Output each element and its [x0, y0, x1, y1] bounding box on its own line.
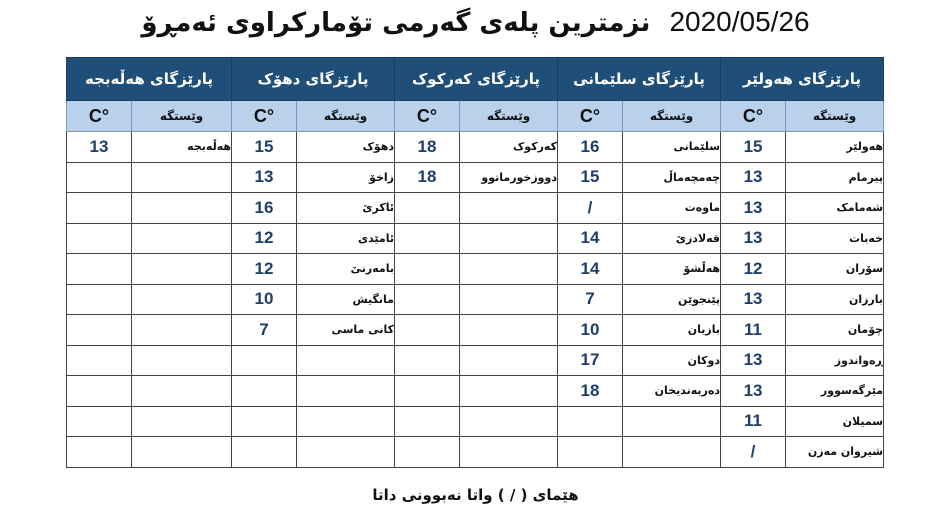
- station-cell: [460, 315, 558, 346]
- temperature-cell: 13: [721, 193, 786, 224]
- temperature-cell: [67, 315, 132, 346]
- column-header-row: [67, 101, 884, 132]
- station-cell: ئامێدی: [297, 223, 395, 254]
- temperature-cell: [395, 223, 460, 254]
- table-row: [67, 315, 884, 346]
- footer-note: هێمای ( / ) واتا نەبوونی داتا: [372, 486, 579, 504]
- temperature-cell: [232, 345, 297, 376]
- station-cell: چەمچەماڵ: [623, 162, 721, 193]
- temperature-cell: [395, 284, 460, 315]
- table-row: [67, 193, 884, 224]
- temperature-cell: 15: [558, 162, 623, 193]
- table-row: [67, 132, 884, 163]
- temperature-cell: 16: [558, 132, 623, 163]
- station-cell: مێرگەسوور: [786, 376, 884, 407]
- station-cell: [460, 223, 558, 254]
- station-cell: دەربەندیخان: [623, 376, 721, 407]
- station-cell: قەلادزێ: [623, 223, 721, 254]
- station-cell: سلێمانی: [623, 132, 721, 163]
- temperature-cell: [395, 376, 460, 407]
- temperature-cell: [232, 437, 297, 468]
- station-cell: سمیلان: [786, 406, 884, 437]
- station-cell: ماوەت: [623, 193, 721, 224]
- station-cell: [132, 345, 232, 376]
- station-cell: [623, 437, 721, 468]
- station-cell: [132, 223, 232, 254]
- temperature-cell: 17: [558, 345, 623, 376]
- station-cell: [297, 406, 395, 437]
- station-column-header: وێستگە: [460, 101, 558, 132]
- temperature-cell: 12: [232, 254, 297, 285]
- temperature-cell: 15: [721, 132, 786, 163]
- temperature-cell: [67, 223, 132, 254]
- temperature-cell: [395, 406, 460, 437]
- temperature-cell: [395, 193, 460, 224]
- station-cell: سۆران: [786, 254, 884, 285]
- station-cell: دووزخورماتوو: [460, 162, 558, 193]
- station-cell: ڕەواندوز: [786, 345, 884, 376]
- temperature-column-header: °C: [721, 101, 786, 132]
- temperature-cell: [67, 193, 132, 224]
- temperature-cell: 10: [232, 284, 297, 315]
- table-row: [67, 406, 884, 437]
- station-cell: پیرمام: [786, 162, 884, 193]
- station-column-header: وێستگە: [786, 101, 884, 132]
- station-cell: [132, 254, 232, 285]
- temperature-cell: /: [558, 193, 623, 224]
- temperature-cell: 7: [232, 315, 297, 346]
- temperature-cell: 14: [558, 254, 623, 285]
- temperature-cell: 7: [558, 284, 623, 315]
- temperature-cell: [67, 406, 132, 437]
- temperature-cell: 12: [232, 223, 297, 254]
- temperature-cell: /: [721, 437, 786, 468]
- temperature-cell: [67, 376, 132, 407]
- station-column-header: وێستگە: [297, 101, 395, 132]
- temperature-cell: [395, 315, 460, 346]
- temperature-cell: 15: [232, 132, 297, 163]
- station-cell: [132, 376, 232, 407]
- temperature-cell: 10: [558, 315, 623, 346]
- temperature-column-header: °C: [232, 101, 297, 132]
- table-row: [67, 345, 884, 376]
- station-cell: کانی ماسی: [297, 315, 395, 346]
- region-header-halabja: پارێزگای هەڵەبجە: [67, 58, 232, 101]
- temperature-cell: [67, 254, 132, 285]
- station-cell: [460, 284, 558, 315]
- station-cell: پێنجوێن: [623, 284, 721, 315]
- station-cell: [460, 345, 558, 376]
- temperature-cell: [232, 406, 297, 437]
- temperature-cell: [558, 406, 623, 437]
- station-cell: بارزان: [786, 284, 884, 315]
- station-cell: زاخۆ: [297, 162, 395, 193]
- temperature-cell: 18: [395, 132, 460, 163]
- temperature-cell: 18: [395, 162, 460, 193]
- region-header-duhok: پارێزگای دهۆک: [232, 58, 395, 101]
- temperature-column-header: °C: [67, 101, 132, 132]
- station-cell: [132, 162, 232, 193]
- station-cell: خەبات: [786, 223, 884, 254]
- station-cell: کەرکوک: [460, 132, 558, 163]
- temperature-cell: 13: [721, 345, 786, 376]
- station-cell: چۆمان: [786, 315, 884, 346]
- station-cell: بامەرنێ: [297, 254, 395, 285]
- temperature-cell: 13: [721, 223, 786, 254]
- temperature-cell: [67, 162, 132, 193]
- temperature-column-header: °C: [395, 101, 460, 132]
- table-row: [67, 376, 884, 407]
- station-cell: [297, 437, 395, 468]
- temperature-cell: 11: [721, 406, 786, 437]
- region-header-row: [67, 58, 884, 101]
- station-cell: [460, 254, 558, 285]
- station-cell: مانگیش: [297, 284, 395, 315]
- temperature-cell: [395, 254, 460, 285]
- temperature-cell: [558, 437, 623, 468]
- table-row: [67, 254, 884, 285]
- temperature-cell: 13: [721, 162, 786, 193]
- region-header-sulaymaniyah: پارێزگای سلێمانی: [558, 58, 721, 101]
- table-row: [67, 437, 884, 468]
- temperature-cell: [232, 376, 297, 407]
- temperature-cell: 12: [721, 254, 786, 285]
- station-cell: [297, 376, 395, 407]
- station-column-header: وێستگە: [623, 101, 721, 132]
- temperature-column-header: °C: [558, 101, 623, 132]
- temperature-cell: 13: [721, 376, 786, 407]
- temperature-cell: [67, 284, 132, 315]
- temperature-cell: 18: [558, 376, 623, 407]
- table-row: [67, 284, 884, 315]
- temperature-cell: 13: [232, 162, 297, 193]
- station-cell: [132, 437, 232, 468]
- region-header-erbil: پارێزگای هەولێر: [721, 58, 884, 101]
- station-cell: بازیان: [623, 315, 721, 346]
- station-cell: [460, 376, 558, 407]
- station-cell: دهۆک: [297, 132, 395, 163]
- station-cell: [460, 193, 558, 224]
- station-cell: ئاکرێ: [297, 193, 395, 224]
- temperature-cell: 14: [558, 223, 623, 254]
- station-cell: [460, 406, 558, 437]
- temperature-cell: 13: [67, 132, 132, 163]
- station-cell: هەڵشۆ: [623, 254, 721, 285]
- region-header-kirkuk: پارێزگای کەرکوک: [395, 58, 558, 101]
- temperature-cell: 13: [721, 284, 786, 315]
- station-cell: [623, 406, 721, 437]
- station-cell: شەمامک: [786, 193, 884, 224]
- temperature-table: [66, 57, 884, 468]
- station-cell: [297, 345, 395, 376]
- report-title-text: نزمترین پلەی گەرمی تۆمارکراوی ئەمڕۆ: [141, 8, 651, 38]
- temperature-cell: [395, 437, 460, 468]
- station-cell: [132, 284, 232, 315]
- report-date: 2020/05/26: [669, 6, 810, 37]
- temperature-cell: 16: [232, 193, 297, 224]
- station-cell: دوکان: [623, 345, 721, 376]
- table-row: [67, 223, 884, 254]
- table-row: [67, 162, 884, 193]
- station-cell: هەڵەبجە: [132, 132, 232, 163]
- temperature-cell: [67, 437, 132, 468]
- station-cell: هەولێر: [786, 132, 884, 163]
- temperature-cell: [67, 345, 132, 376]
- station-cell: [132, 315, 232, 346]
- station-column-header: وێستگە: [132, 101, 232, 132]
- station-cell: [460, 437, 558, 468]
- temperature-cell: [395, 345, 460, 376]
- temperature-cell: 11: [721, 315, 786, 346]
- station-cell: شیروان مەزن: [786, 437, 884, 468]
- station-cell: [132, 406, 232, 437]
- station-cell: [132, 193, 232, 224]
- report-title: [0, 6, 951, 38]
